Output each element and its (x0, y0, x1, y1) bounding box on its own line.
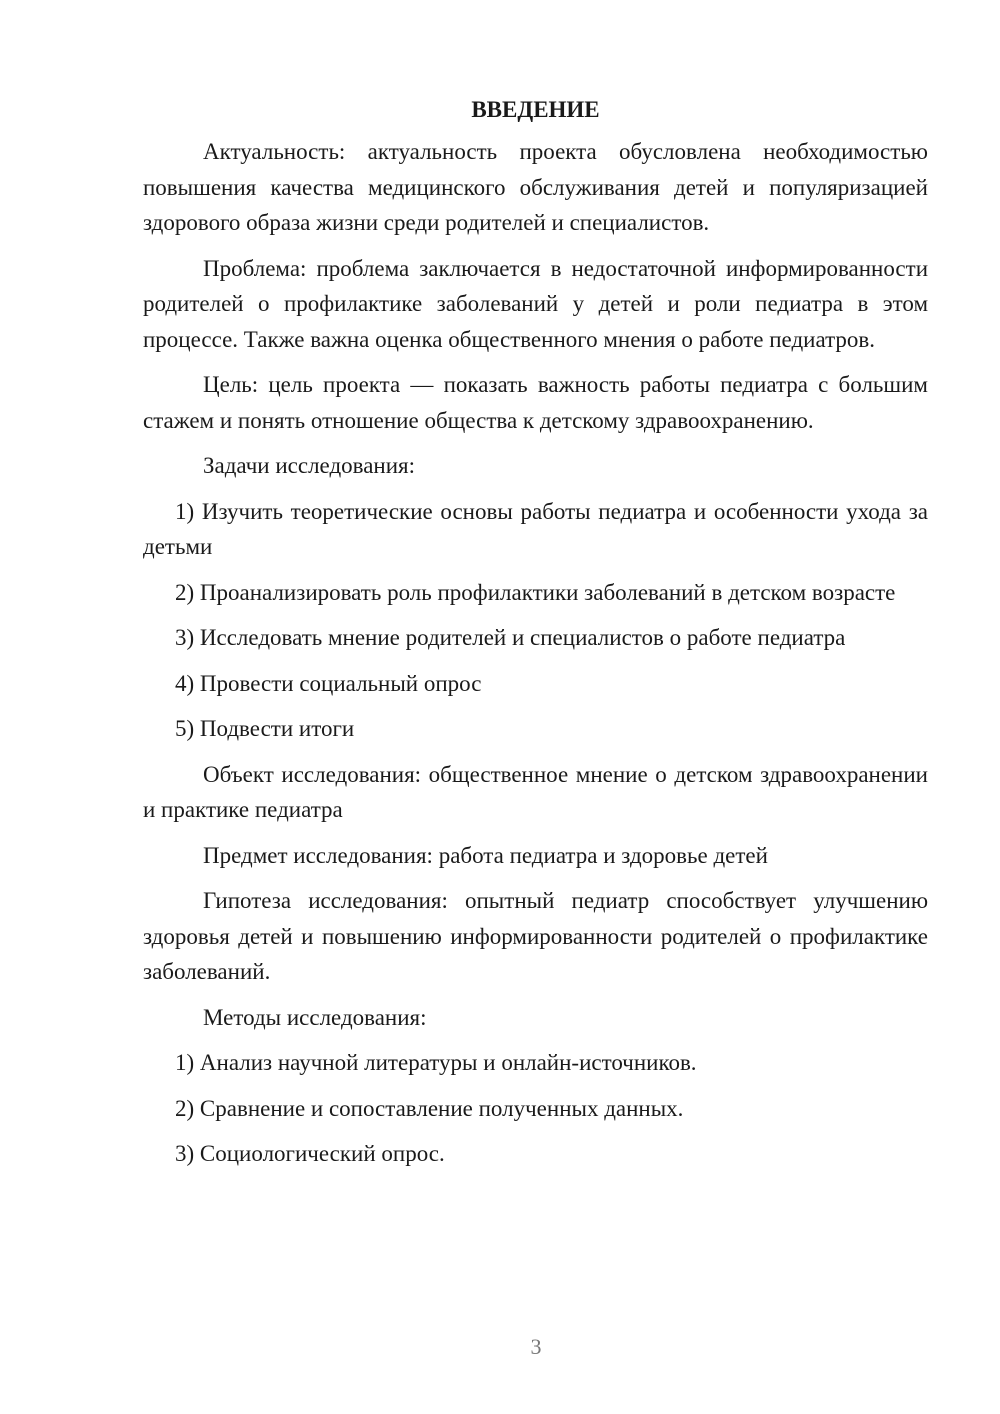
task-item: 5) Подвести итоги (175, 716, 355, 741)
method-item: 2) Сравнение и сопоставление полученных данных. (175, 1095, 684, 1121)
methods-heading: Методы исследования: (203, 1004, 427, 1030)
page-number: 3 (530, 1334, 542, 1359)
page-title: ВВЕДЕНИЕ (471, 97, 600, 122)
method-item: 3) Социологический опрос. (175, 1141, 445, 1166)
task-item: 1) Изучить теоретические основы работы педиатра и особенности ухода за детьми (143, 498, 928, 559)
relevance-paragraph: Актуальность: актуальность проекта обусловлена необходимостью повышения качества медицинского обслуживания детей и популяризацией здорового образа жизни среди родителей и специалистов. (143, 139, 928, 235)
subject-paragraph: Предмет исследования: работа педиатра и здоровье детей (203, 842, 768, 868)
tasks-heading: Задачи исследования: (203, 453, 416, 478)
method-item: 1) Анализ научной литературы и онлайн-источников. (175, 1050, 697, 1075)
task-item: 3) Исследовать мнение родителей и специалистов о работе педиатра (175, 625, 846, 650)
goal-paragraph: Цель: цель проекта — показать важность работы педиатра с большим стажем и понять отношение общества к детскому здравоохранению. (143, 372, 928, 433)
task-item: 4) Провести социальный опрос (175, 670, 482, 696)
document-body (143, 92, 928, 1182)
task-item: 2) Проанализировать роль профилактики заболеваний в детском возрасте (175, 579, 896, 605)
hypothesis-paragraph: Гипотеза исследования: опытный педиатр способствует улучшению здоровья детей и повышению информированности родителей о профилактике заболеваний. (143, 888, 928, 984)
problem-paragraph: Проблема: проблема заключается в недостаточной информированности родителей о профилактике заболеваний у детей и роли педиатра в этом процессе. Также важна оценка общественного мнения о работе педиатров. (143, 255, 928, 352)
object-paragraph: Объект исследования: общественное мнение о детском здравоохранении и практике педиатра (143, 761, 928, 822)
